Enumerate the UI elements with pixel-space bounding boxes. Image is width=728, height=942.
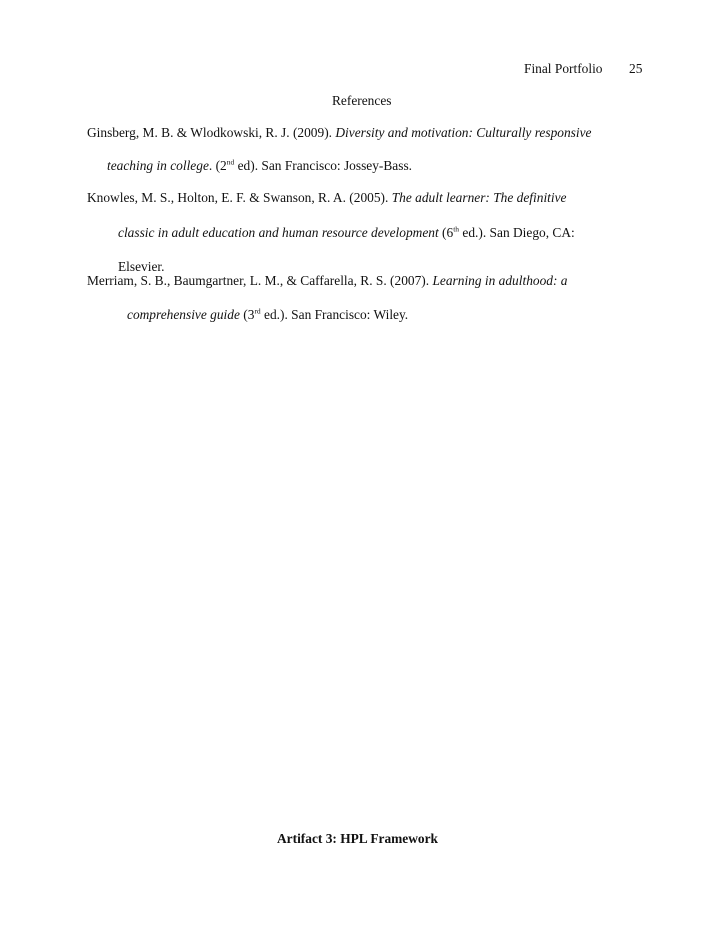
page-number: 25 (629, 61, 643, 76)
reference-1-title-cont: teaching in college (107, 158, 209, 173)
reference-3-publisher: ed.). San Francisco: Wiley. (260, 307, 409, 322)
reference-1-edition-open: . (2 (208, 158, 227, 173)
references-heading: References (332, 93, 392, 108)
reference-3-authors: Merriam, S. B., Baumgartner, L. M., & Caffarella, R. S. (2007). (87, 273, 433, 288)
reference-3-line-1 (87, 273, 567, 289)
reference-2-edition-open: (6 (438, 225, 454, 240)
artifact-title: Artifact 3: HPL Framework (277, 831, 439, 846)
reference-3-title: Learning in adulthood: a (432, 273, 568, 288)
reference-2-title: The adult learner: The definitive (391, 190, 567, 205)
reference-2-title-cont: classic in adult education and human resource development (118, 225, 439, 240)
reference-1-publisher: ed). San Francisco: Jossey-Bass. (234, 158, 413, 173)
reference-1-title: Diversity and motivation: Culturally responsive (335, 125, 592, 140)
running-header-title: Final Portfolio (524, 61, 603, 76)
reference-2-line-3: Elsevier. (118, 259, 165, 274)
reference-2-line-1 (87, 190, 567, 206)
reference-2-authors: Knowles, M. S., Holton, E. F. & Swanson, R. A. (2005). (87, 190, 392, 205)
reference-1-edition-sup: nd (226, 157, 235, 167)
reference-2-edition-sup: th (453, 224, 460, 234)
reference-3-edition-sup: rd (254, 306, 261, 316)
reference-3-edition-open: (3 (239, 307, 255, 322)
reference-3-line-2 (127, 307, 408, 323)
reference-1-line-1 (87, 125, 591, 141)
reference-2-place: ed.). San Diego, CA: (459, 225, 575, 240)
reference-1-line-2 (107, 158, 412, 174)
reference-2-line-2 (118, 225, 575, 241)
reference-3-title-cont: comprehensive guide (127, 307, 240, 322)
reference-1-authors: Ginsberg, M. B. & Wlodkowski, R. J. (2009). (87, 125, 336, 140)
